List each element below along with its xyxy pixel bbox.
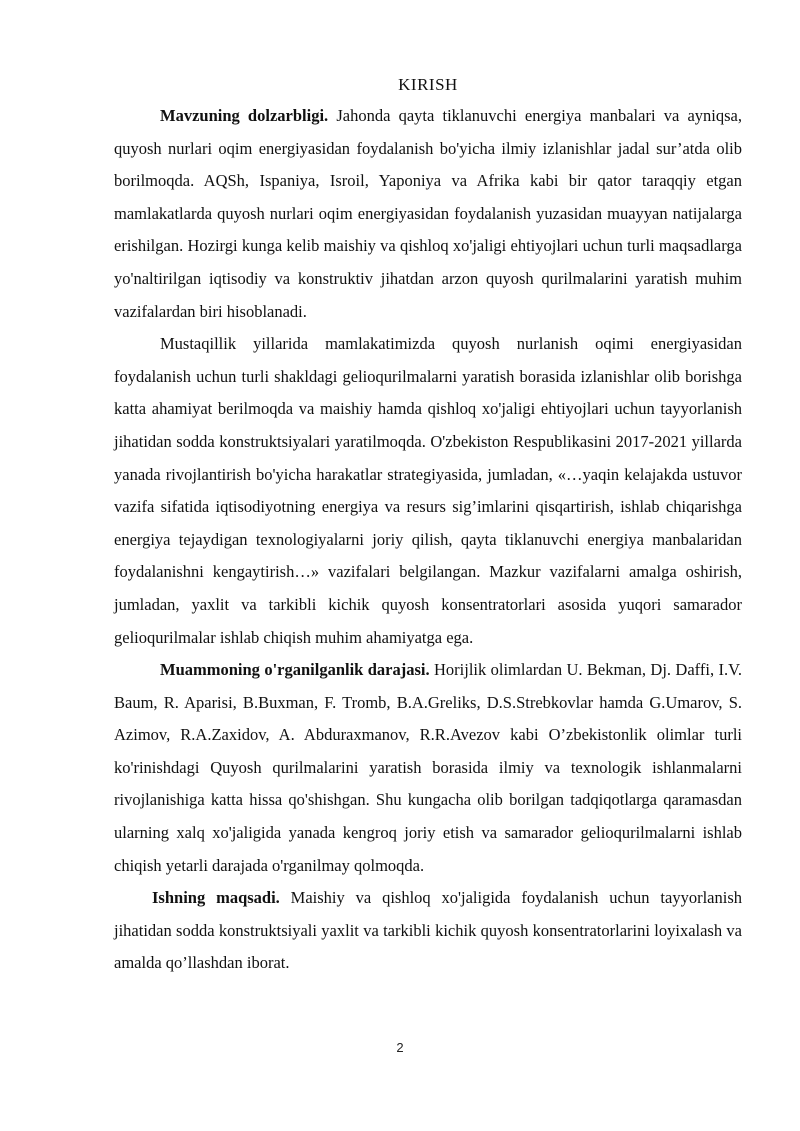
paragraph-heading-relevance: Mavzuning dolzarbligi. bbox=[160, 106, 329, 125]
paragraph-relevance bbox=[114, 100, 742, 328]
paragraph-body-relevance: Jahonda qayta tiklanuvchi energiya manbalari va ayniqsa, quyosh nurlari oqim energiyasidan foydalanish bo'yicha ilmiy izlanishlar jadal sur’atda olib borilmoqda. AQSh, Ispaniya, Isroil, Yaponiya va Afrika kabi bir qator taraqqiy etgan mamlakatlarda quyosh nurlari oqim energiyasidan foydalanish yuzasidan muayyan natijalarga erishilgan. Hozirgi kunga kelib maishiy va qishloq xo'jaligi ehtiyojlari uchun turli maqsadlarga yo'naltirilgan iqtisodiy va konstruktiv jihatdan arzon quyosh qurilmalarini yaratish muhim vazifalardan biri hisoblanadi. bbox=[114, 106, 742, 321]
paragraph-body-goal: Maishiy va qishloq xo'jaligida foydalanish uchun tayyorlanish jihatidan sodda konstruktsiyali yaxlit va tarkibli kichik quyosh konsentratorlarini loyixalash va amalda qo’llashdan iborat. bbox=[114, 888, 742, 973]
paragraph-heading-research-degree: Muammoning o'rganilganlik darajasi. bbox=[160, 660, 430, 680]
document-page bbox=[114, 72, 742, 980]
page-number: 2 bbox=[396, 1040, 404, 1055]
paragraph-goal bbox=[114, 882, 742, 980]
paragraph-body-independence: Mustaqillik yillarida mamlakatimizda quyosh nurlanish oqimi energiyasidan foydalanish uchun turli shakldagi gelioqurilmalarni yaratish borasida izlanishlar olib borishga katta ahamiyat berilmoqda va maishiy hamda qishloq xo'jaligi ehtiyojlari uchun tayyorlanish jihatidan sodda konstruktsiyalari yaratilmoqda. O'zbekiston Respublikasini 2017-2021 yillarda yanada rivojlantirish bo'yicha harakatlar strategiyasida, jumladan, «…yaqin kelajakda ustuvor vazifa sifatida iqtisodiyotning energiya va resurs sig’imlarini qisqartirish, ishlab chiqarishga energiya tejaydigan texnologiyalarni joriy qilish, qayta tiklanuvchi energiya manbalaridan foydalanishni kengaytirish…» vazifalari belgilangan. Mazkur vazifalarni amalga oshirish, jumladan, yaxlit va tarkibli kichik quyosh konsentratorlari asosida yuqori samarador gelioqurilmalar ishlab chiqish muhim ahamiyatga ega. bbox=[114, 334, 742, 647]
document-title: KIRISH bbox=[398, 75, 458, 94]
paragraph-body-research-degree: Horijlik olimlardan U. Bekman, Dj. Daffi, I.V. Baum, R. Aparisi, B.Buxman, F. Tromb, B.A.Greliks, D.S.Strebkovlar hamda G.Umarov, S. Azimov, R.A.Zaxidov, A. Abduraxmanov, R.R.Avezov kabi O’zbekistonlik olimlar turli ko'rinishdagi Quyosh qurilmalarini yaratish borasida ilmiy va texnologik ishlanmalarni rivojlanishiga katta hissa qo'shishgan. Shu kungacha olib borilgan tadqiqotlarga qaramasdan ularning xalq xo'jaligida yanada kengroq joriy etish va samarador gelioqurilmalarni ishlab chiqish yetarli darajada o'rganilmay qolmoqda. bbox=[114, 660, 742, 875]
paragraph-research-degree bbox=[114, 654, 742, 882]
paragraph-heading-goal: Ishning maqsadi. bbox=[152, 888, 280, 908]
paragraph-independence bbox=[114, 328, 742, 654]
